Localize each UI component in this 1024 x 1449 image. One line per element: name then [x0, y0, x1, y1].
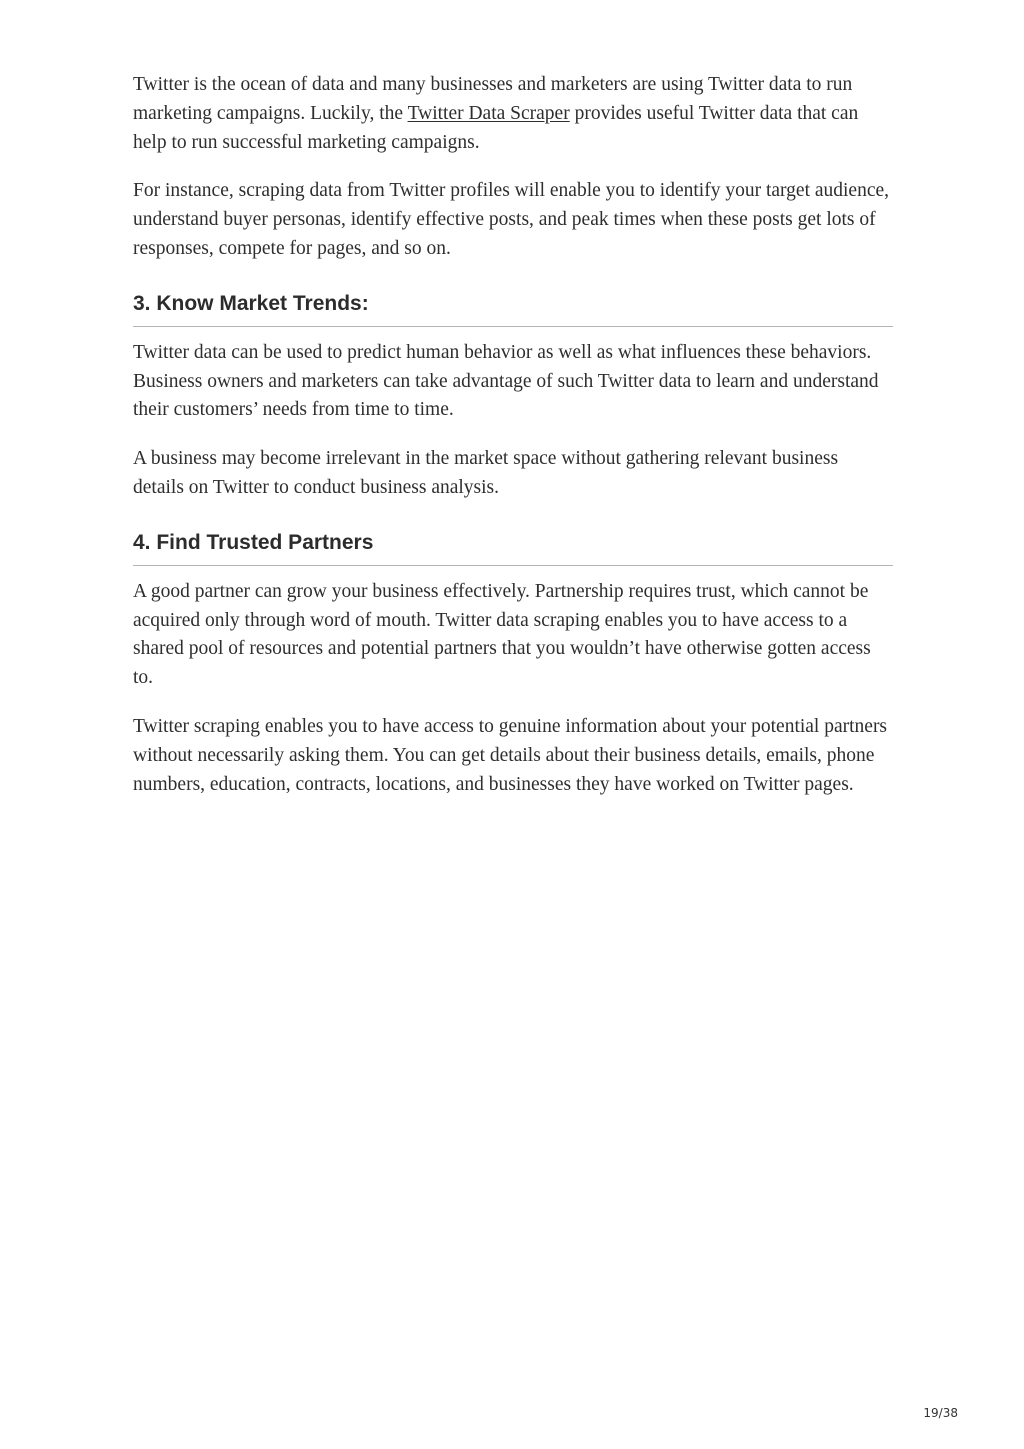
paragraph-intro-text-end: provides useful Twitter data that can help to run successful marketing campaigns. [133, 102, 859, 153]
article-body [133, 71, 893, 819]
paragraph-intro [133, 71, 893, 157]
paragraph-profiles: For instance, scraping data from Twitter profiles will enable you to identify your target audience, understand buyer personas, identify effective posts, and peak times when these posts get lots of responses, compete for pages, and so on. [133, 180, 890, 259]
paragraph-predict-behavior: Twitter data can be used to predict human behavior as well as what influences these behaviors. Business owners and marketers can take advantage of such Twitter data to learn and understand their customers’ needs from time to time. [133, 341, 879, 421]
paragraph-irrelevant: A business may become irrelevant in the market space without gathering relevant business details on Twitter to conduct business analysis. [133, 448, 839, 498]
heading-find-trusted-partners: 4. Find Trusted Partners [133, 531, 893, 566]
paragraph-intro-text-start: Twitter is the ocean of data and many businesses and marketers are using Twitter data to run marketing campaigns. Luckily, the [133, 74, 853, 124]
page-number: 19/38 [923, 1406, 958, 1420]
heading-know-market-trends: 3. Know Market Trends: [133, 292, 893, 327]
twitter-data-scraper-link[interactable]: Twitter Data Scraper [407, 102, 570, 124]
paragraph-good-partner: A good partner can grow your business effectively. Partnership requires trust, which cannot be acquired only through word of mouth. Twitter data scraping enables you to have access to a shared pool of resources and potential partners that you wouldn’t have otherwise gotten access to. [133, 580, 871, 689]
paragraph-genuine-information: Twitter scraping enables you to have access to genuine information about your potential partners without necessarily asking them. You can get details about their business details, emails, phone numbers, education, contracts, locations, and businesses they have worked on Twitter pages. [133, 715, 888, 795]
